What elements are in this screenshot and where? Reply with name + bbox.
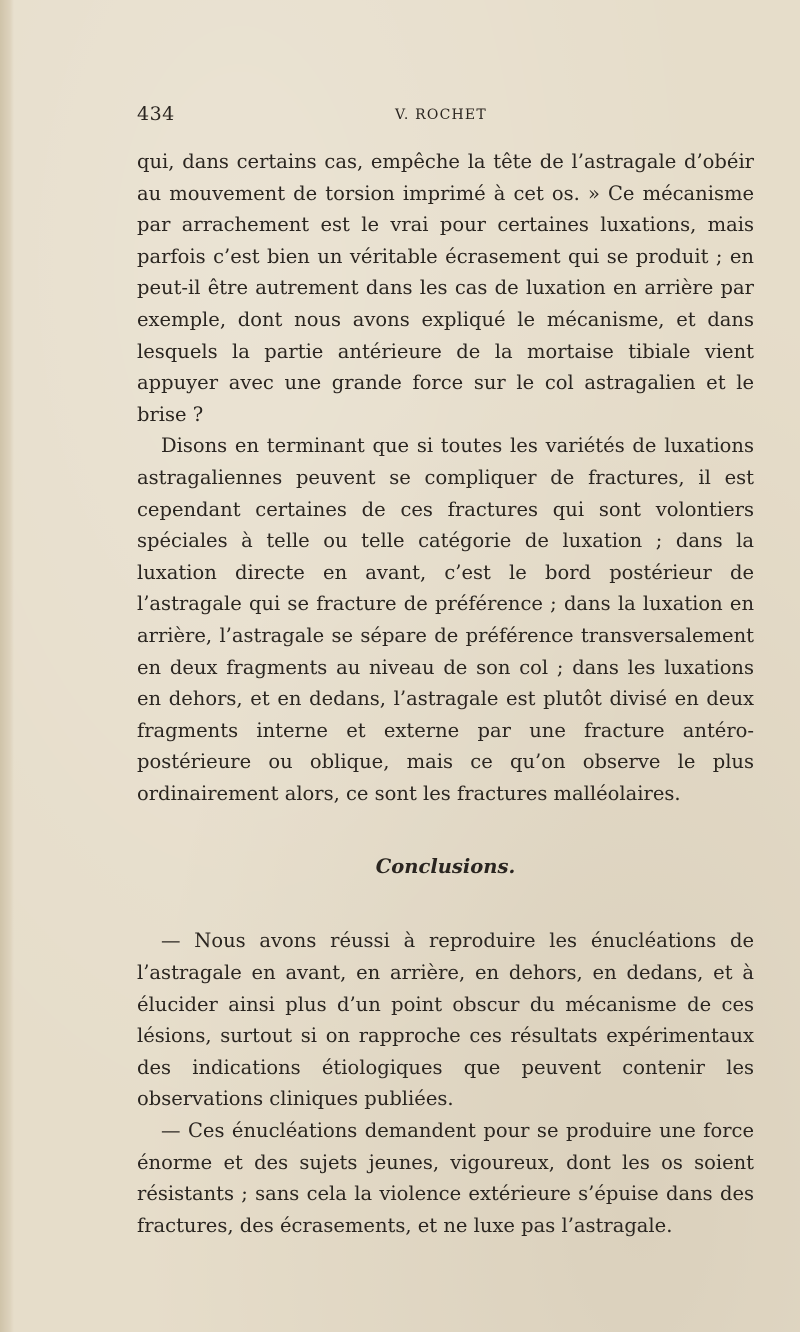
section-heading-conclusions: Conclusions. xyxy=(375,855,516,879)
page-number: 434 xyxy=(137,103,175,125)
paragraph-conclusion-1: — Nous avons réussi à reproduire les énucléations de l’astragale en avant, en arrière, en dehors, en dedans, et à élucider ainsi plus d’un point obscur du mécanisme de ces lésions, surtout si on rapproche ces résultats expérimentaux des indications étiologiques que peuvent contenir les observations cliniques publiées. xyxy=(137,929,754,1111)
paragraph-conclusion-2: — Ces énucléations demandent pour se produire une force énorme et des sujets jeunes, vigoureux, dont les os soient résistants ; sans cela la violence extérieure s’épuise dans des fractures, des écrasements, et ne luxe pas l’astragale. xyxy=(137,1119,754,1237)
paragraph-continued: qui, dans certains cas, empêche la tête de l’astragale d’obéir au mouvement de torsion imprimé à cet os. » Ce mécanisme par arrachement est le vrai pour certaines luxations, mais parfois c’est bien un véritable écrasement qui se produit ; en peut-il être autrement dans les cas de luxation en arrière par exemple, dont nous avons expliqué le mécanisme, et dans lesquels la partie antérieure de la mortaise tibiale vient appuyer avec une grande force sur le col astragalien et le brise ? xyxy=(137,150,754,426)
body-text xyxy=(137,146,754,1241)
running-header xyxy=(137,103,754,127)
paragraph-fractures: Disons en terminant que si toutes les variétés de luxations astragaliennes peuvent se compliquer de fractures, il est cependant certaines de ces fractures qui sont volontiers spéciales à telle ou telle catégorie de luxation ; dans la luxation directe en avant, c’est le bord postérieur de l’astragale qui se fracture de préférence ; dans la luxation en arrière, l’astragale se sépare de préférence transversalement en deux fragments au niveau de son col ; dans les luxations en dehors, et en dedans, l’astragale est plutôt divisé en deux fragments interne et externe par une fracture antéro-postérieure ou oblique, mais ce qu’on observe le plus ordinairement alors, ce sont les fractures malléolaires. xyxy=(137,434,754,805)
running-title: V. ROCHET xyxy=(395,107,487,123)
page-binding-edge xyxy=(0,0,14,1332)
